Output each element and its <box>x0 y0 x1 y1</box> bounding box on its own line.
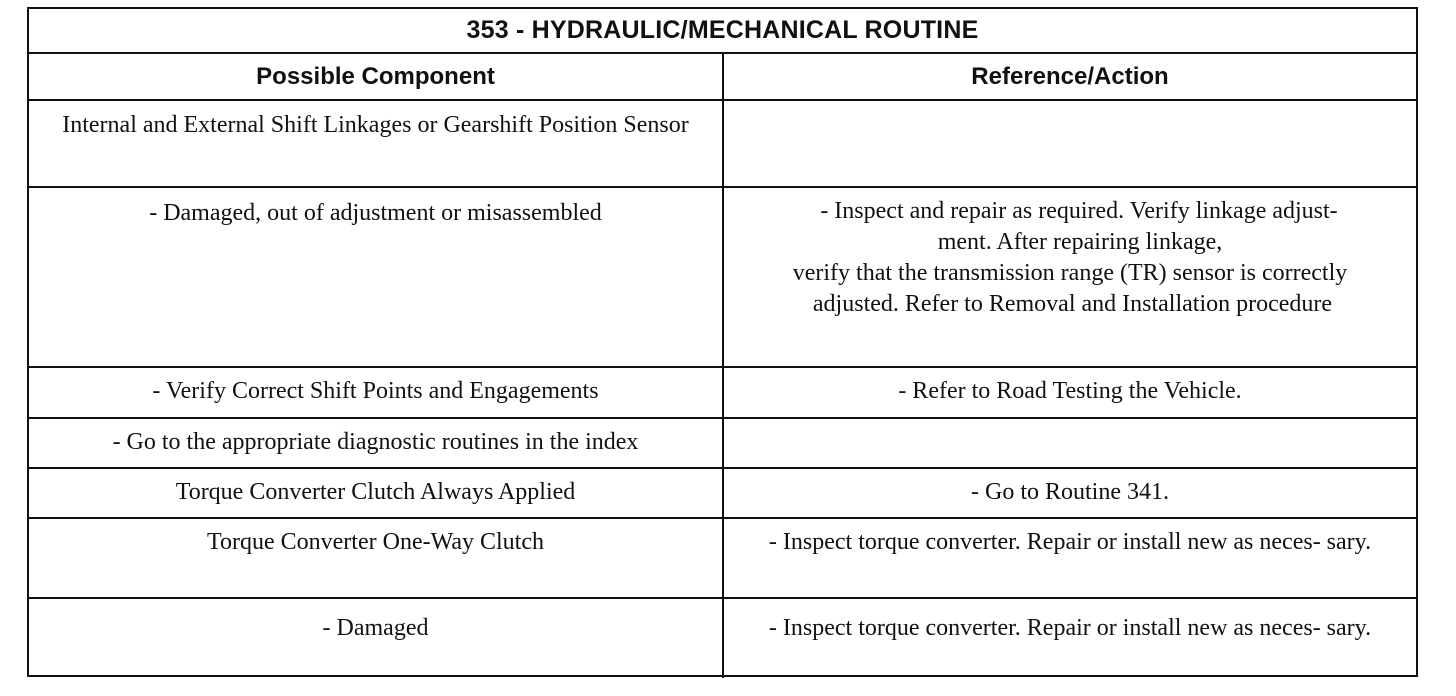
component-cell: - Go to the appropriate diagnostic routines in the index <box>29 418 723 468</box>
table-row <box>29 367 1416 418</box>
component-cell: Torque Converter Clutch Always Applied <box>29 468 723 518</box>
action-cell: - Inspect torque converter. Repair or install new as neces- sary. <box>723 518 1416 598</box>
column-header-action: Reference/Action <box>723 54 1416 100</box>
action-cell: - Refer to Road Testing the Vehicle. <box>723 367 1416 418</box>
action-line: ment. After repairing linkage, <box>937 229 1223 255</box>
table-row <box>29 518 1416 598</box>
table-row <box>29 468 1416 518</box>
table-row <box>29 100 1416 187</box>
action-cell <box>723 100 1416 187</box>
component-action-table <box>29 54 1416 678</box>
table-row <box>29 418 1416 468</box>
routine-table <box>27 7 1418 677</box>
component-cell: - Verify Correct Shift Points and Engagements <box>29 367 723 418</box>
action-cell <box>723 418 1416 468</box>
component-cell: Torque Converter One-Way Clutch <box>29 518 723 598</box>
action-cell: - Inspect torque converter. Repair or install new as neces- sary. <box>768 615 1372 641</box>
component-cell: - Damaged, out of adjustment or misassembled <box>29 187 723 367</box>
action-line: adjusted. Refer to Removal and Installation procedure <box>812 291 1333 317</box>
column-header-component: Possible Component <box>29 54 723 100</box>
action-line: verify that the transmission range (TR) sensor is correctly <box>792 260 1348 286</box>
action-cell: - Go to Routine 341. <box>723 468 1416 518</box>
component-cell: - Damaged <box>29 598 723 678</box>
header-row <box>29 54 1416 100</box>
table-title: 353 - HYDRAULIC/MECHANICAL ROUTINE <box>29 9 1416 54</box>
table-row <box>29 598 1416 678</box>
action-cell <box>723 187 1416 367</box>
component-cell: Internal and External Shift Linkages or Gearshift Position Sensor <box>29 100 723 187</box>
table-row <box>29 187 1416 367</box>
action-line: - Inspect and repair as required. Verify linkage adjust- <box>820 198 1338 224</box>
